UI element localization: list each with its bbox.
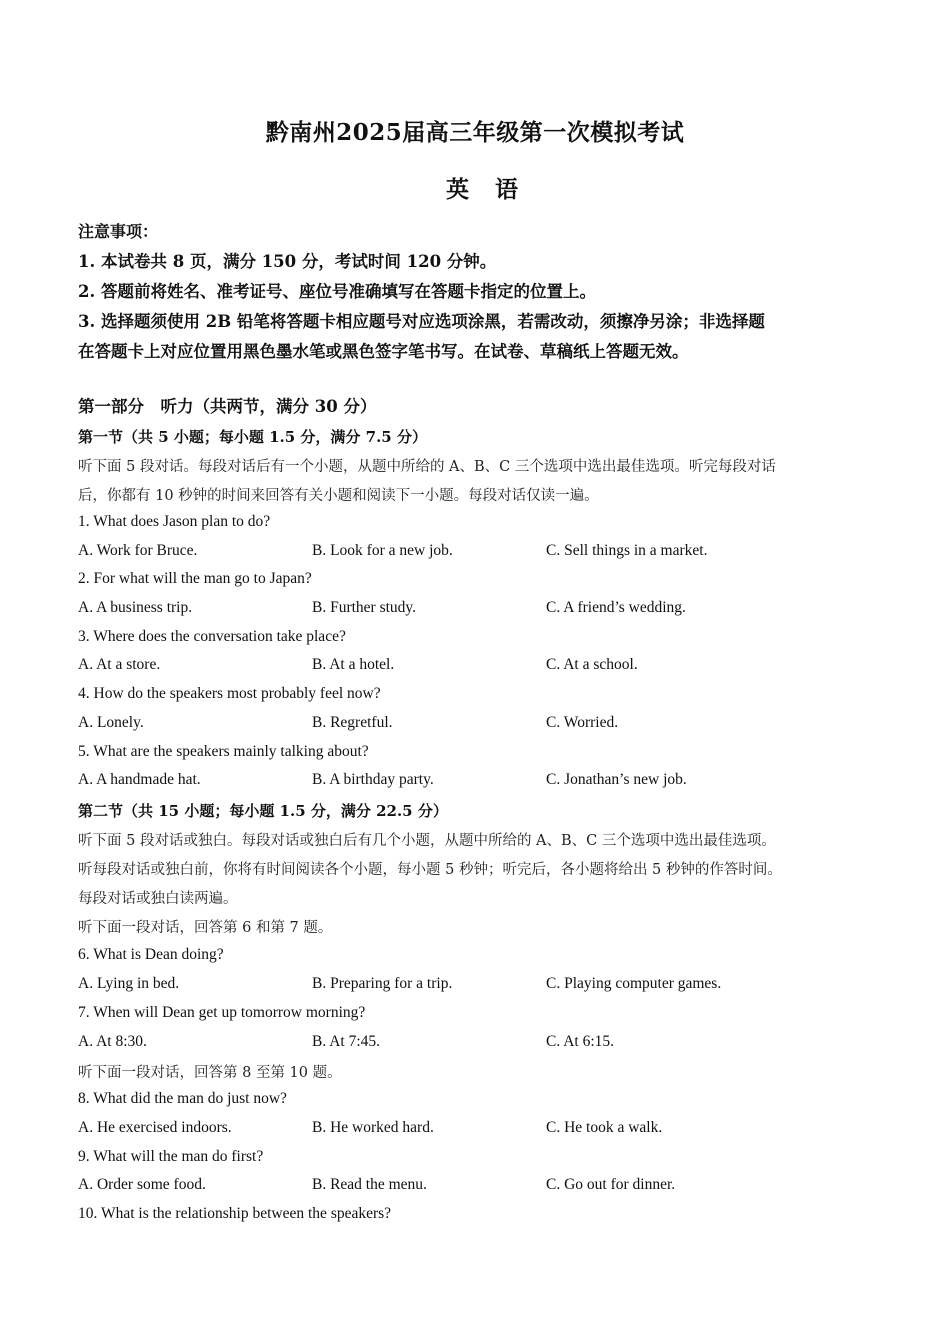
option-b: B. At a hotel.: [312, 656, 395, 673]
question-text: 8. What did the man do just now?: [78, 1090, 287, 1107]
section2-instruction: 听每段对话或独白前，你将有时间阅读各个小题，每小题 5 秒钟；听完后，各小题将给出 5 秒钟的作答时间。: [78, 862, 782, 878]
question-text: 6. What is Dean doing?: [78, 946, 224, 963]
notice-heading: 注意事项：: [78, 222, 159, 241]
dialogue-note: 听下面一段对话，回答第 8 至第 10 题。: [78, 1065, 342, 1081]
option-a: A. Lonely.: [78, 714, 144, 731]
option-c: C. At a school.: [546, 656, 638, 673]
option-a: A. A handmade hat.: [78, 771, 201, 788]
dialogue-note: 听下面一段对话，回答第 6 和第 7 题。: [78, 920, 333, 936]
option-b: B. At 7:45.: [312, 1033, 381, 1050]
option-b: B. Preparing for a trip.: [312, 975, 453, 992]
option-c: C. He took a walk.: [546, 1119, 663, 1136]
question-text: 2. For what will the man go to Japan?: [78, 570, 312, 587]
option-c: C. A friend’s wedding.: [546, 599, 686, 616]
part1-heading: 第一部分 听力（共两节，满分 30 分）: [78, 397, 377, 416]
option-a: A. At a store.: [78, 656, 161, 673]
option-b: B. Further study.: [312, 599, 417, 616]
option-a: A. Lying in bed.: [78, 975, 180, 992]
notice-item: 1. 本试卷共 8 页，满分 150 分，考试时间 120 分钟。: [78, 252, 497, 271]
option-b: B. Read the menu.: [312, 1176, 427, 1193]
question-text: 1. What does Jason plan to do?: [78, 513, 271, 530]
option-c: C. Playing computer games.: [546, 975, 722, 992]
question-text: 4. How do the speakers most probably feel now?: [78, 685, 381, 702]
option-c: C. Worried.: [546, 714, 619, 731]
option-a: A. He exercised indoors.: [78, 1119, 232, 1136]
option-b: B. A birthday party.: [312, 771, 434, 788]
question-text: 3. Where does the conversation take place?: [78, 628, 346, 645]
notice-item: 3. 选择题须使用 2B 铅笔将答题卡相应题号对应选项涂黑，若需改动，须擦净另涂；非选择题: [78, 312, 765, 331]
exam-title: 黔南州2025届高三年级第一次模拟考试: [265, 119, 685, 146]
section1-instruction: 后，你都有 10 秒钟的时间来回答有关小题和阅读下一小题。每段对话仅读一遍。: [78, 488, 599, 504]
section2-instruction: 每段对话或独白读两遍。: [78, 891, 238, 907]
subject-title: 英语: [446, 176, 544, 203]
question-text: 9. What will the man do first?: [78, 1148, 264, 1165]
option-c: C. Go out for dinner.: [546, 1176, 676, 1193]
option-c: C. Jonathan’s new job.: [546, 771, 687, 788]
question-text: 10. What is the relationship between the speakers?: [78, 1205, 392, 1222]
option-b: B. Regretful.: [312, 714, 393, 731]
question-text: 5. What are the speakers mainly talking about?: [78, 743, 369, 760]
notice-item: 在答题卡上对应位置用黑色墨水笔或黑色签字笔书写。在试卷、草稿纸上答题无效。: [78, 342, 689, 361]
option-a: A. At 8:30.: [78, 1033, 147, 1050]
option-c: C. At 6:15.: [546, 1033, 615, 1050]
option-a: A. Order some food.: [78, 1176, 206, 1193]
option-a: A. A business trip.: [78, 599, 193, 616]
notice-item: 2. 答题前将姓名、准考证号、座位号准确填写在答题卡指定的位置上。: [78, 282, 596, 301]
option-a: A. Work for Bruce.: [78, 542, 198, 559]
section1-heading: 第一节（共 5 小题；每小题 1.5 分，满分 7.5 分）: [78, 428, 427, 446]
section1-instruction: 听下面 5 段对话。每段对话后有一个小题，从题中所给的 A、B、C 三个选项中选出最佳选项。听完每段对话: [78, 459, 776, 475]
option-b: B. Look for a new job.: [312, 542, 453, 559]
section2-heading: 第二节（共 15 小题；每小题 1.5 分，满分 22.5 分）: [78, 802, 448, 820]
option-c: C. Sell things in a market.: [546, 542, 708, 559]
option-b: B. He worked hard.: [312, 1119, 434, 1136]
section2-instruction: 听下面 5 段对话或独白。每段对话或独白后有几个小题，从题中所给的 A、B、C 三个选项中选出最佳选项。: [78, 833, 776, 849]
question-text: 7. When will Dean get up tomorrow morning?: [78, 1004, 366, 1021]
